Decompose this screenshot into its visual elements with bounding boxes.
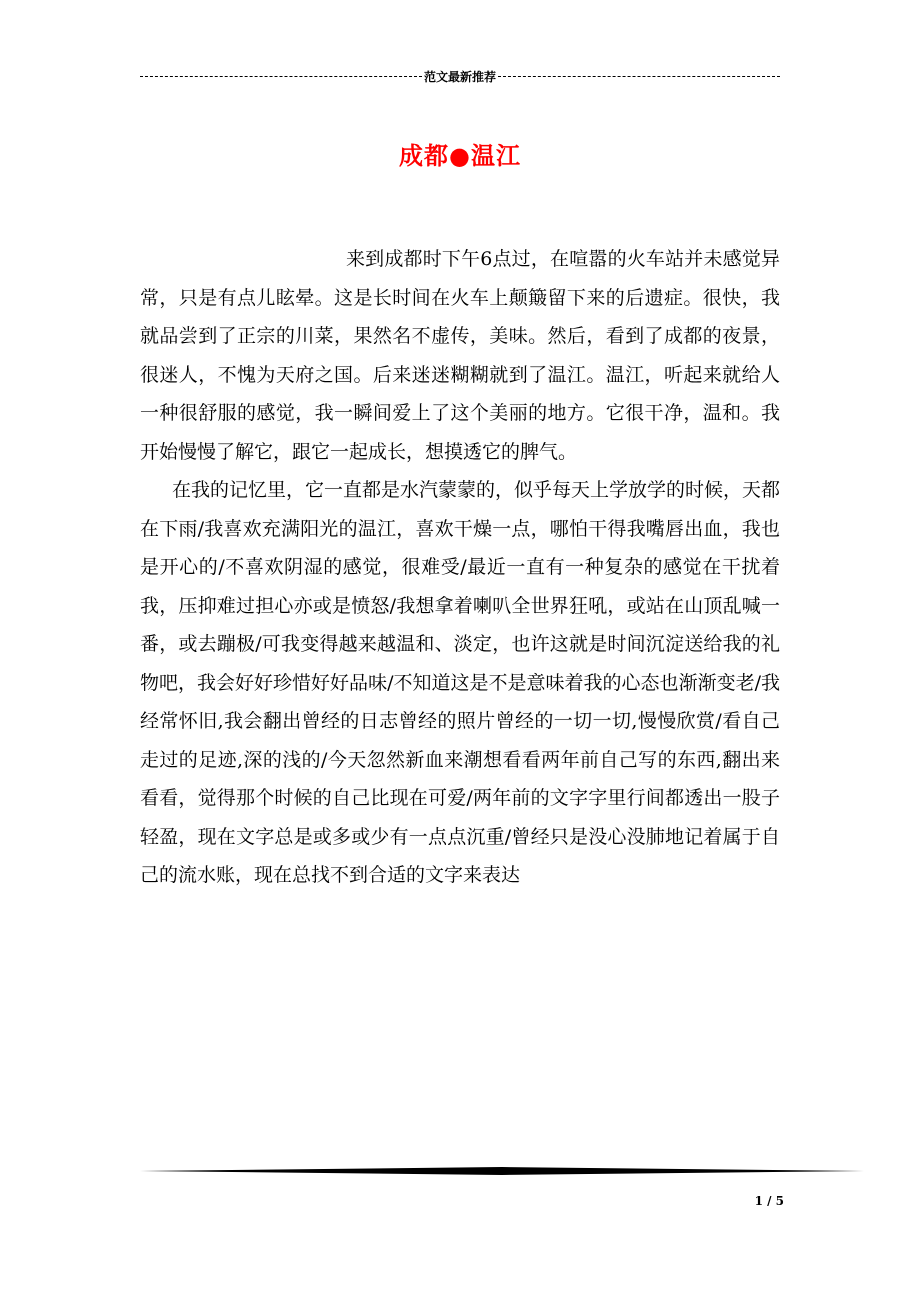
page-header	[140, 66, 780, 86]
header-dashed-line-right	[498, 76, 780, 77]
document-body	[140, 240, 780, 895]
header-dashed-line-left	[140, 76, 422, 77]
header-label: 范文最新推荐	[424, 69, 497, 84]
document-title: 成都●温江	[399, 141, 521, 171]
paragraph: 在我的记忆里，它一直都是水汽蒙蒙的，似乎每天上学放学的时候，天都在下雨/我喜欢充满阳光的温江，喜欢干燥一点，哪怕干得我嘴唇出血，我也是开心的/不喜欢阴湿的感觉，很难受/最近一直有一种复杂的感觉在干扰着我，压抑难过担心亦或是愤怒/我想拿着喇叭全世界狂吼，或站在山顶乱喊一番，或去蹦极/可我变得越来越温和、淡定，也许这就是时间沉淀送给我的礼物吧，我会好好珍惜好好品味/不知道这是不是意味着我的心态也渐渐变老/我经常怀旧,我会翻出曾经的日志曾经的照片曾经的一切一切,慢慢欣赏/看自己走过的足迹,深的浅的/今天忽然新血来潮想看看两年前自己写的东西,翻出来看看，觉得那个时候的自己比现在可爱/两年前的文字字里行间都透出一股子轻盈，现在文字总是或多或少有一点点沉重/曾经只是没心没肺地记着属于自己的流水账，现在总找不到合适的文字来表达	[140, 479, 781, 886]
paragraph: 来到成都时下午6点过，在喧嚣的火车站并未感觉异常，只是有点儿眩晕。这是长时间在火车上颠簸留下来的后遗症。很快，我就品尝到了正宗的川菜，果然名不虚传，美味。然后，看到了成都的夜景，很迷人，不愧为天府之国。后来迷迷糊糊就到了温江。温江，听起来就给人一种很舒服的感觉，我一瞬间爱上了这个美丽的地方。它很干净，温和。我开始慢慢了解它，跟它一起成长，想摸透它的脾气。	[140, 248, 780, 463]
footer-divider	[140, 1166, 864, 1176]
page-number: 1 / 5	[754, 1194, 784, 1208]
